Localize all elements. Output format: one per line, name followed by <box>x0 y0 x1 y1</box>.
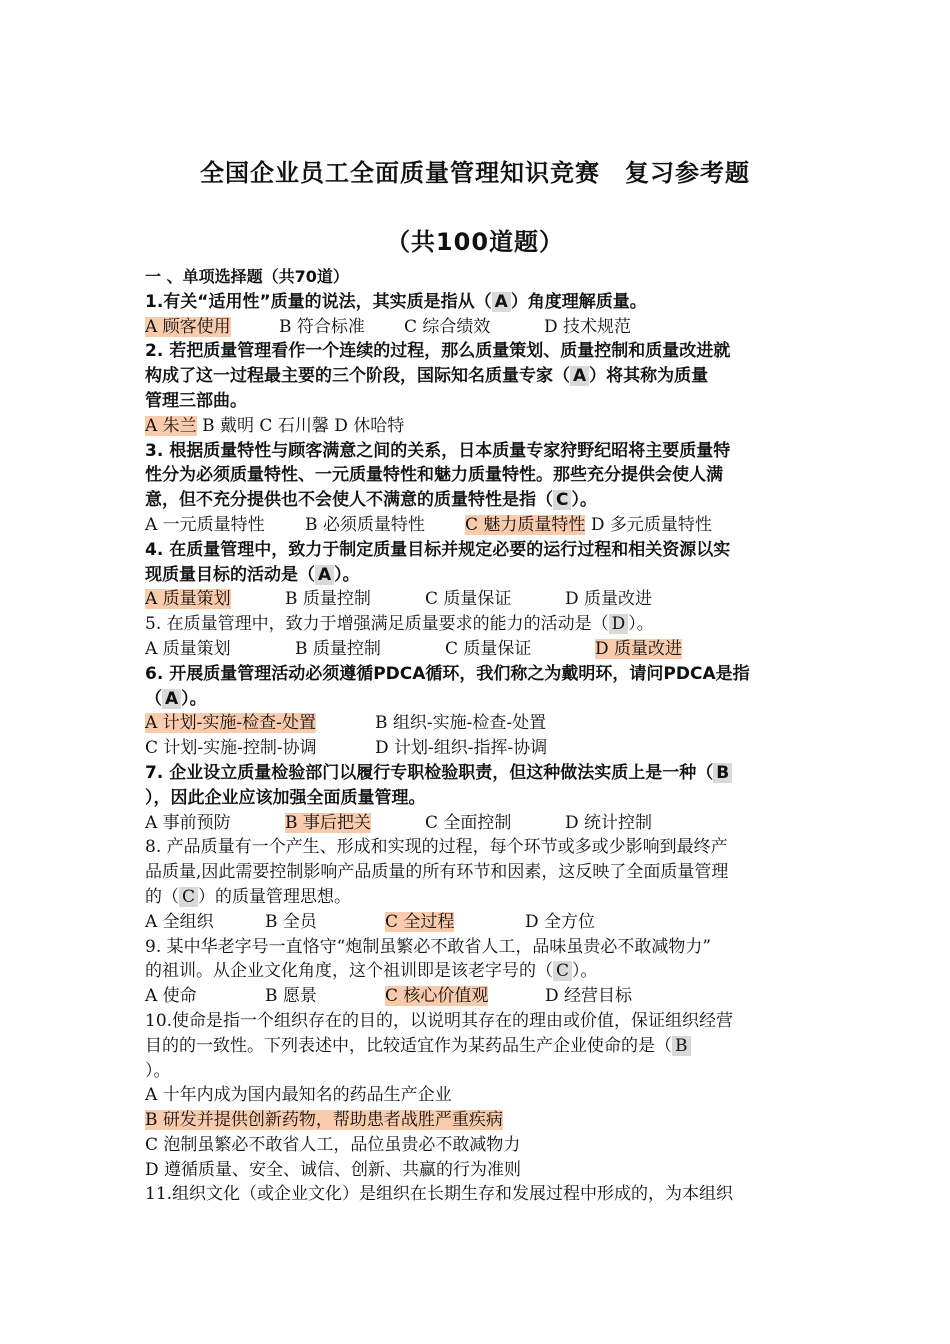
question-10-line: ）。 <box>145 1060 171 1081</box>
option-b: B 全员 <box>265 911 317 932</box>
question-9-options <box>145 984 810 1009</box>
question-4-options <box>145 587 810 612</box>
option-c: C 质量保证 <box>425 589 512 610</box>
answer-box: A <box>492 292 511 312</box>
page-subtitle: （共100道题） <box>385 228 565 256</box>
option-c: C 综合绩效 <box>404 316 491 337</box>
question-5-options <box>145 637 810 662</box>
option-b: B 符合标准 <box>279 316 365 337</box>
option-a: A 十年内成为国内最知名的药品生产企业 <box>145 1085 452 1106</box>
question-list <box>145 265 810 1207</box>
option-a: A 计划-实施-检查-处置 <box>145 713 316 734</box>
option-b: B 必须质量特性 <box>305 514 425 535</box>
option-d: D 技术规范 <box>544 316 632 337</box>
option-d: D 统计控制 <box>565 812 653 833</box>
option-b: B 戴明 <box>202 415 254 436</box>
option-b: B 研发并提供创新药物，帮助患者战胜严重疾病 <box>145 1110 503 1131</box>
question-3-line: 意，但不充分提供也不会使人不满意的质量特性是指（ C ）。 <box>145 490 597 511</box>
answer-box: C <box>553 961 572 981</box>
option-c: C 石川馨 <box>259 415 329 436</box>
question-3-line: 性分为必须质量特性、一元质量特性和魅力质量特性。那些充分提供会使人满 <box>145 465 723 486</box>
question-2-line: 2. 若把质量管理看作一个连续的过程，那么质量策划、质量控制和质量改进就 <box>145 341 731 362</box>
answer-box: A <box>315 565 334 585</box>
answer-box: C <box>553 490 571 510</box>
question-10-line: 目的的一致性。下列表述中，比较适宜作为某药品生产企业使命的是（ B <box>145 1034 810 1059</box>
answer-box: A <box>162 689 181 709</box>
question-7-line: ），因此企业应该加强全面质量管理。 <box>145 787 426 808</box>
question-11-line: 11.组织文化（或企业文化）是组织在长期生存和发展过程中形成的，为本组织 <box>145 1184 734 1205</box>
option-d: D 质量改进 <box>565 589 653 610</box>
question-8-options <box>145 910 810 935</box>
page-title: 全国企业员工全面质量管理知识竞赛 复习参考题 <box>200 159 750 187</box>
question-9-line: 9. 某中华老字号一直恪守“炮制虽繁必不敢省人工，品味虽贵必不敢减物力” <box>145 936 712 957</box>
option-a: A 质量策划 <box>145 589 231 610</box>
option-a: A 全组织 <box>145 911 214 932</box>
question-10-line: 10.使命是指一个组织存在的目的，以说明其存在的理由或价值，保证组织经营 <box>145 1010 734 1031</box>
question-3-options <box>145 513 810 538</box>
question-9-line: 的祖训。从企业文化角度，这个祖训即是该老字号的（ C ）。 <box>145 961 598 982</box>
question-8-line: 8. 产品质量有一个产生、形成和实现的过程，每个环节或多或少影响到最终产 <box>145 837 728 858</box>
question-5: 5. 在质量管理中，致力于增强满足质量要求的能力的活动是（ D ）。 <box>145 614 654 635</box>
option-b: B 组织-实施-检查-处置 <box>375 713 547 734</box>
answer-box: D <box>609 614 629 634</box>
question-3-line: 3. 根据质量特性与顾客满意之间的关系，日本质量专家狩野纪昭将主要质量特 <box>145 440 731 461</box>
option-d: D 全方位 <box>525 911 596 932</box>
question-8-line: 的（ C ）的质量管理思想。 <box>145 886 352 907</box>
option-c: C 泡制虽繁必不敢省人工，品位虽贵必不敢减物力 <box>145 1134 521 1155</box>
question-6-line: （ A ）。 <box>145 688 207 709</box>
question-2-options <box>145 414 810 439</box>
question-6-line: 6. 开展质量管理活动必须遵循PDCA循环，我们称之为戴明环，请问PDCA是指 <box>145 663 750 684</box>
question-6-options <box>145 736 810 761</box>
option-b: B 事后把关 <box>285 812 371 833</box>
question-1: 1.有关“适用性”质量的说法，其实质是指从（ A ）角度理解质量。 <box>145 291 647 312</box>
option-c: C 魅力质量特性 <box>465 514 586 535</box>
question-4-line: 4. 在质量管理中，致力于制定质量目标并规定必要的运行过程和相关资源以实 <box>145 539 731 560</box>
question-2-line: 构成了这一过程最主要的三个阶段，国际知名质量专家（ A ）将其称为质量 <box>145 366 709 387</box>
option-d: D 质量改进 <box>595 638 683 659</box>
option-d: D 多元质量特性 <box>590 514 712 535</box>
option-c: C 质量保证 <box>445 638 532 659</box>
question-7-line: 7. 企业设立质量检验部门以履行专职检验职责，但这种做法实质上是一种（ B <box>145 761 810 786</box>
option-b: B 质量控制 <box>295 638 381 659</box>
answer-box: A <box>570 366 589 386</box>
question-4-line: 现质量目标的活动是（ A ）。 <box>145 564 360 585</box>
option-c: C 核心价值观 <box>385 986 489 1007</box>
answer-box: B <box>713 763 732 783</box>
option-b: B 愿景 <box>265 986 317 1007</box>
option-a: A 朱兰 <box>145 415 197 436</box>
option-d: D 休哈特 <box>334 415 405 436</box>
question-7-options <box>145 811 810 836</box>
option-d: D 经营目标 <box>545 986 633 1007</box>
option-a: A 事前预防 <box>145 812 231 833</box>
option-d: D 遵循质量、安全、诚信、创新、共赢的行为准则 <box>145 1159 522 1180</box>
option-c: C 全过程 <box>385 911 455 932</box>
option-a: A 一元质量特性 <box>145 514 265 535</box>
question-8-line: 品质量,因此需要控制影响产品质量的所有环节和因素，这反映了全面质量管理 <box>145 862 729 883</box>
option-d: D 计划-组织-指挥-协调 <box>375 738 548 759</box>
option-a: A 使命 <box>145 986 197 1007</box>
option-a: A 质量策划 <box>145 638 231 659</box>
answer-box: B <box>672 1036 691 1056</box>
option-c: C 全面控制 <box>425 812 512 833</box>
question-2-line: 管理三部曲。 <box>145 390 247 411</box>
option-a: A 顾客使用 <box>145 316 231 337</box>
option-c: C 计划-实施-控制-协调 <box>145 738 317 759</box>
option-b: B 质量控制 <box>285 589 371 610</box>
question-6-options <box>145 711 810 736</box>
answer-box: C <box>179 887 198 907</box>
question-1-options <box>145 315 810 340</box>
section-heading: 一 、单项选择题（共70道） <box>145 267 349 286</box>
